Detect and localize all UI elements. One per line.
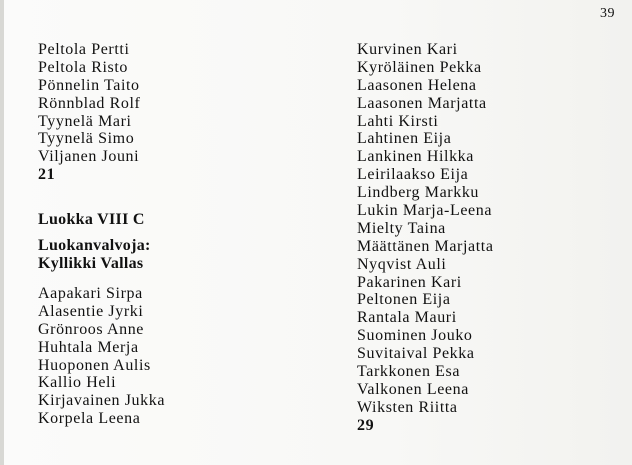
- student-name: Alasentie Jyrki: [38, 302, 144, 320]
- student-name: Määttänen Marjatta: [357, 237, 494, 255]
- student-name: Valkonen Leena: [357, 380, 469, 398]
- student-name: Kyröläinen Pekka: [357, 58, 482, 76]
- page-number: 39: [600, 6, 615, 21]
- student-name: Suominen Jouko: [357, 327, 473, 345]
- student-name: Tyynelä Simo: [38, 130, 135, 148]
- student-name: Rantala Mauri: [357, 309, 457, 327]
- page-edge: [0, 0, 4, 465]
- student-name: Lahti Kirsti: [357, 112, 439, 130]
- student-name: Huoponen Aulis: [38, 356, 151, 374]
- student-name: Kirjavainen Jukka: [38, 392, 166, 410]
- student-count: 29: [357, 416, 375, 434]
- section-spacer: [38, 275, 165, 285]
- student-name: Peltola Risto: [38, 58, 129, 76]
- student-name: Mielty Taina: [357, 219, 446, 237]
- student-name: Leirilaakso Eija: [357, 166, 469, 184]
- student-name: Lukin Marja-Leena: [357, 202, 493, 220]
- student-list-bottom: [38, 285, 165, 428]
- student-name: Tarkkonen Esa: [357, 363, 461, 381]
- student-count: 21: [38, 166, 56, 184]
- student-name: Kallio Heli: [38, 374, 117, 392]
- student-name: Peltola Pertti: [38, 41, 130, 58]
- student-name: Aapakari Sirpa: [38, 285, 143, 303]
- student-name: Laasonen Helena: [357, 76, 477, 94]
- right-column: [357, 41, 494, 435]
- student-name: Tyynelä Mari: [38, 112, 132, 130]
- student-name: Lahtinen Eija: [357, 130, 452, 148]
- student-name: Kurvinen Kari: [357, 41, 458, 58]
- left-column: [38, 41, 165, 428]
- student-name: Pönnelin Taito: [38, 76, 140, 94]
- student-name: Korpela Leena: [38, 410, 141, 428]
- section-spacer: [38, 184, 165, 211]
- student-list-top: [38, 41, 165, 166]
- student-name: Laasonen Marjatta: [357, 94, 487, 112]
- student-name: Peltonen Eija: [357, 291, 451, 309]
- student-name: Wiksten Riitta: [357, 398, 458, 416]
- student-name: Grönroos Anne: [38, 320, 145, 338]
- class-heading: Luokka VIII C: [38, 211, 145, 229]
- student-name: Lankinen Hilkka: [357, 148, 474, 166]
- student-name: Rönnblad Rolf: [38, 94, 141, 112]
- student-name: Nyqvist Auli: [357, 255, 447, 273]
- supervisor-name: Kyllikki Vallas: [38, 255, 144, 273]
- student-name: Viljanen Jouni: [38, 148, 140, 166]
- student-name: Lindberg Markku: [357, 184, 480, 202]
- supervisor-label: Luokanvalvoja:: [38, 237, 151, 255]
- student-list: [357, 41, 494, 417]
- student-name: Pakarinen Kari: [357, 273, 462, 291]
- student-name: Huhtala Merja: [38, 338, 139, 356]
- student-name: Suvitaival Pekka: [357, 345, 475, 363]
